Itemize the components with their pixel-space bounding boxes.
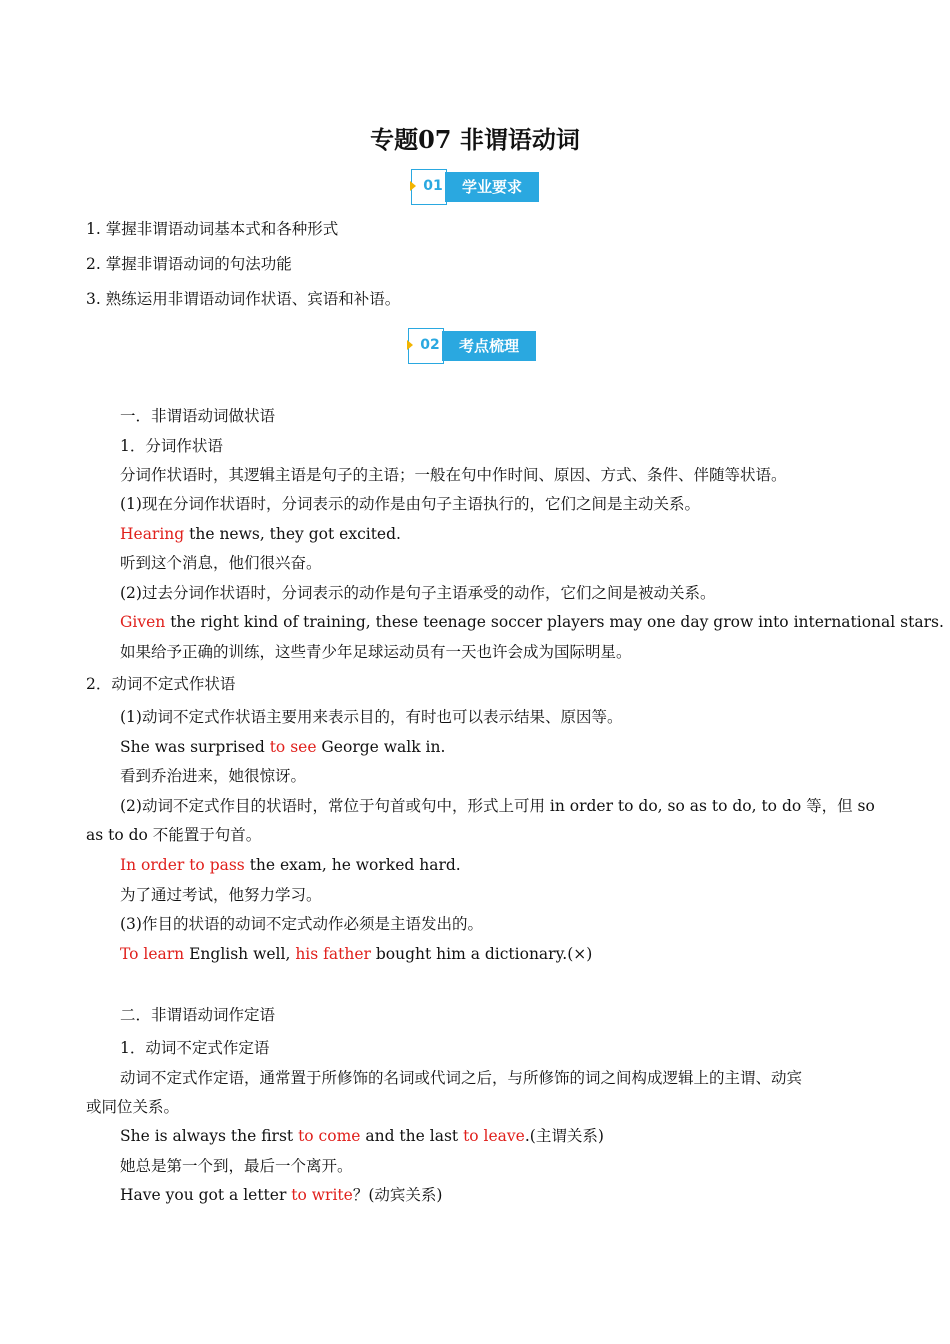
- section-heading: 一．非谓语动词做状语: [120, 407, 276, 425]
- badge-arrow-icon: [410, 181, 416, 191]
- badge-label: 考点梳理: [442, 331, 536, 361]
- paragraph: 分词作状语时，其逻辑主语是句子的主语；一般在句中作时间、原因、方式、条件、伴随等状语。: [120, 466, 787, 484]
- highlight: To learn: [120, 945, 185, 963]
- example-text: English well,: [184, 945, 296, 963]
- subsection-heading: 1．分词作状语: [120, 437, 223, 455]
- example-sentence: [120, 1125, 604, 1147]
- highlight: Given: [120, 613, 166, 631]
- example-text: George walk in.: [316, 738, 446, 756]
- paragraph: (1)动词不定式作状语主要用来表示目的，有时也可以表示结果、原因等。: [120, 708, 623, 726]
- highlight: to leave: [463, 1127, 525, 1145]
- example-text: bought him a dictionary.(×): [370, 945, 593, 963]
- highlight: Hearing: [120, 525, 185, 543]
- example-text: the exam, he worked hard.: [244, 856, 461, 874]
- section-badge-requirements: [411, 169, 541, 203]
- badge-number: 01: [423, 178, 443, 194]
- subsection-heading: 1．动词不定式作定语: [120, 1039, 270, 1057]
- highlight: his father: [295, 945, 371, 963]
- section-badge-key-points: [408, 328, 538, 362]
- example-sentence: [120, 736, 445, 758]
- example-translation: 为了通过考试，他努力学习。: [120, 886, 322, 904]
- example-text: She is always the first: [120, 1127, 299, 1145]
- paragraph: (2)过去分词作状语时，分词表示的动作是句子主语承受的动作，它们之间是被动关系。: [120, 584, 716, 602]
- highlight: to see: [269, 738, 317, 756]
- example-sentence: [120, 943, 592, 965]
- highlight: to come: [298, 1127, 361, 1145]
- page-title: 专题07 非谓语动词: [370, 125, 580, 154]
- example-sentence: [120, 611, 944, 633]
- example-sentence: [120, 523, 401, 545]
- highlight: to write: [291, 1186, 353, 1204]
- example-text: .(主谓关系): [524, 1127, 604, 1145]
- example-translation: 如果给予正确的训练，这些青少年足球运动员有一天也许会成为国际明星。: [120, 643, 632, 661]
- badge-arrow-icon: [407, 340, 413, 350]
- example-sentence: [120, 854, 461, 876]
- paragraph: 或同位关系。: [86, 1098, 180, 1116]
- example-text: the right kind of training, these teenage soccer players may one day grow into international stars.: [165, 613, 944, 631]
- example-text: and the last: [360, 1127, 464, 1145]
- section-heading: 二．非谓语动词作定语: [120, 1006, 276, 1024]
- example-translation: 看到乔治进来，她很惊讶。: [120, 767, 307, 785]
- requirement-item: 2. 掌握非谓语动词的句法功能: [86, 255, 292, 273]
- example-text: Have you got a letter: [120, 1186, 292, 1204]
- paragraph: as to do 不能置于句首。: [86, 826, 262, 844]
- example-text: She was surprised: [120, 738, 270, 756]
- requirement-item: 1. 掌握非谓语动词基本式和各种形式: [86, 220, 339, 238]
- example-text: the news, they got excited.: [184, 525, 401, 543]
- highlight: In order to pass: [120, 856, 245, 874]
- example-translation: 她总是第一个到，最后一个离开。: [120, 1157, 353, 1175]
- example-translation: 听到这个消息，他们很兴奋。: [120, 554, 322, 572]
- paragraph: (1)现在分词作状语时，分词表示的动作是由句子主语执行的，它们之间是主动关系。: [120, 495, 700, 513]
- badge-number: 02: [420, 337, 440, 353]
- paragraph: 动词不定式作定语，通常置于所修饰的名词或代词之后，与所修饰的词之间构成逻辑上的主谓、动宾: [120, 1069, 803, 1087]
- badge-label: 学业要求: [445, 172, 539, 202]
- example-sentence: [120, 1184, 442, 1206]
- subsection-heading: 2．动词不定式作状语: [86, 675, 236, 693]
- requirement-item: 3. 熟练运用非谓语动词作状语、宾语和补语。: [86, 290, 401, 308]
- example-text: ？(动宾关系): [352, 1186, 443, 1204]
- paragraph: (3)作目的状语的动词不定式动作必须是主语发出的。: [120, 915, 483, 933]
- paragraph: (2)动词不定式作目的状语时，常位于句首或句中，形式上可用 in order to do, so as to do, to do 等，但 so: [120, 797, 875, 815]
